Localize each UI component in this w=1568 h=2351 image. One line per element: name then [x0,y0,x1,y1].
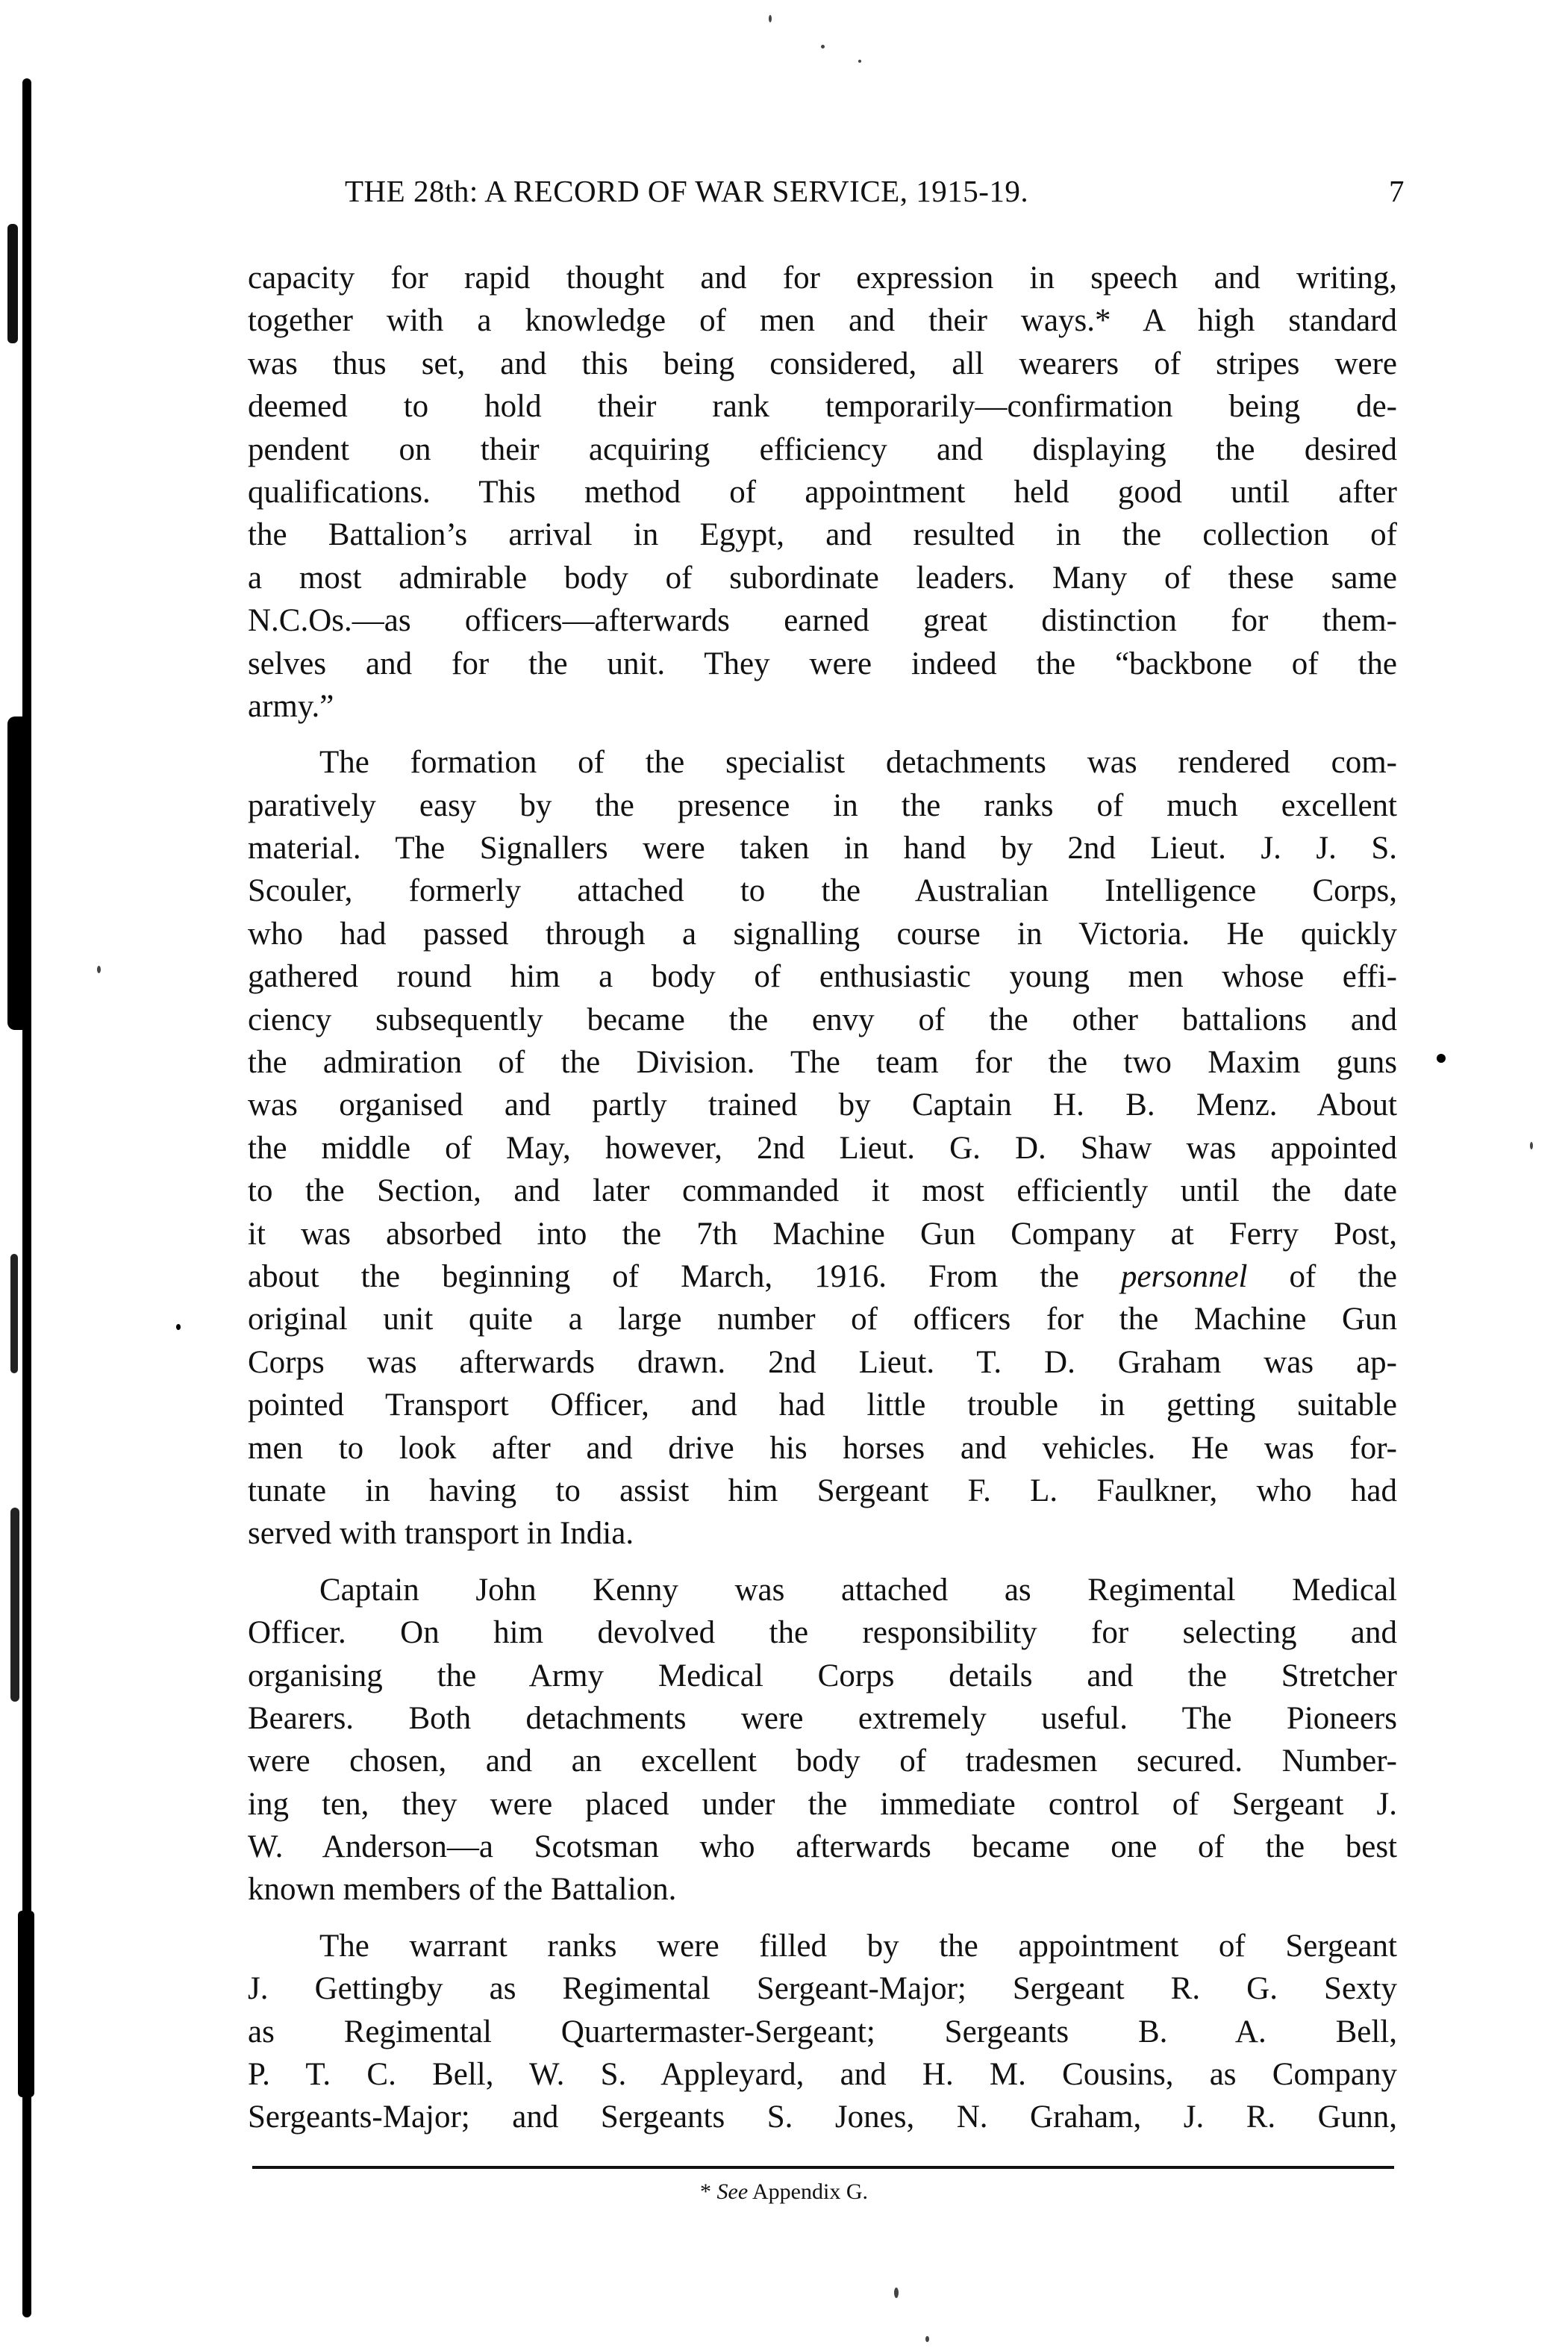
text-line: original unit quite a large number of officers for the Machine Gun [248,1302,1397,1337]
text-line: were chosen, and an excellent body of tradesmen secured. Number- [248,1743,1397,1779]
text-line: the middle of May, however, 2nd Lieut. G. D. Shaw was appointed [248,1130,1397,1166]
text-line: The warrant ranks were filled by the appointment of Sergeant [319,1928,1397,1964]
text-line: capacity for rapid thought and for expression in speech and writing, [248,260,1397,296]
text-line: together with a knowledge of men and their ways.* A high standard [248,303,1397,339]
text-line: the admiration of the Division. The team for the two Maxim guns [248,1045,1397,1081]
footnote [0,2179,1568,2205]
text-line: who had passed through a signalling course in Victoria. He quickly [248,916,1397,952]
paragraph [248,1569,1397,1911]
text-line: Captain John Kenny was attached as Regimental Medical [319,1572,1397,1608]
text-line: Officer. On him devolved the responsibility for selecting and [248,1615,1397,1651]
text-line: served with transport in India. [248,1516,634,1552]
speck [821,45,825,49]
text-line: selves and for the unit. They were indeed the “backbone of the [248,646,1397,681]
speck [894,2288,899,2298]
speck [176,1324,181,1330]
text-line: was organised and partly trained by Captain H. B. Menz. About [248,1087,1397,1123]
text-line: men to look after and drive his horses and vehicles. He was for- [248,1430,1397,1466]
page-number: 7 [1389,174,1405,208]
text-line: ciency subsequently became the envy of the other battalions and [248,1002,1397,1037]
text-line: gathered round him a body of enthusiastic young men whose effi- [248,959,1397,995]
text-line: organising the Army Medical Corps details and the Stretcher [248,1658,1397,1693]
speck [1530,1142,1533,1149]
text-line: a most admirable body of subordinate leaders. Many of these same [248,560,1397,596]
text-line: known members of the Battalion. [248,1872,677,1908]
text-line: Bearers. Both detachments were extremely useful. The Pioneers [248,1700,1397,1736]
text-line: was thus set, and this being considered, all wearers of stripes were [248,346,1397,381]
text-line: Scouler, formerly attached to the Australian Intelligence Corps, [248,873,1397,909]
text-line: The formation of the specialist detachments was rendered com- [319,745,1397,781]
text-line: about the beginning of March, 1916. From the personnel of the [248,1258,1397,1294]
footnote-marker: * [700,2179,711,2204]
text-line: J. Gettingby as Regimental Sergeant-Major; Sergeant R. G. Sexty [248,1971,1397,2007]
text-line: as Regimental Quartermaster-Sergeant; Sergeants B. A. Bell, [248,2014,1397,2049]
speck [769,15,772,22]
paragraph [248,257,1397,728]
text-line: pointed Transport Officer, and had little trouble in getting suitable [248,1387,1397,1423]
running-head-title: THE 28th: A RECORD OF WAR SERVICE, 1915-19. [345,174,1029,208]
speck [97,966,101,973]
text-line: P. T. C. Bell, W. S. Appleyard, and H. M. Cousins, as Company [248,2057,1397,2093]
speck [1437,1054,1446,1063]
speck [925,2336,929,2342]
text-line: Sergeants-Major; and Sergeants S. Jones, N. Graham, J. R. Gunn, [248,2099,1397,2135]
text-line: to the Section, and later commanded it most efficiently until the date [248,1173,1397,1209]
footnote-text: Appendix G. [752,2179,868,2204]
text-line: it was absorbed into the 7th Machine Gun Company at Ferry Post, [248,1216,1397,1252]
binding-shadow [7,224,18,343]
italic-term: personnel [1120,1258,1248,1294]
text-line: pendent on their acquiring efficiency and displaying the desired [248,431,1397,467]
footnote-see: See [716,2179,749,2204]
text-line: material. The Signallers were taken in hand by 2nd Lieut. J. J. S. [248,831,1397,867]
footnote-divider [252,2166,1394,2169]
binding-shadow [10,1508,19,1702]
text-line: the Battalion’s arrival in Egypt, and resulted in the collection of [248,517,1397,553]
paragraph [248,1925,1397,2139]
text-line: tunate in having to assist him Sergeant F. L. Faulkner, who had [248,1473,1397,1508]
body-text [248,257,1397,2139]
text-line: W. Anderson—a Scotsman who afterwards became one of the best [248,1829,1397,1865]
paragraph [248,741,1397,1555]
binding-shadow [7,716,31,1030]
text-line: ing ten, they were placed under the immediate control of Sergeant J. [248,1786,1397,1822]
text-line: deemed to hold their rank temporarily—confirmation being de- [248,389,1397,425]
binding-shadow [10,1254,18,1373]
text-line: Corps was afterwards drawn. 2nd Lieut. T. D. Graham was ap- [248,1344,1397,1380]
text-line: qualifications. This method of appointment held good until after [248,474,1397,510]
speck [858,60,861,63]
binding-shadow [18,1911,34,2097]
running-head [345,173,1405,218]
text-line: army.” [248,688,334,724]
text-line: paratively easy by the presence in the ranks of much excellent [248,787,1397,823]
text-line: N.C.Os.—as officers—afterwards earned great distinction for them- [248,603,1397,639]
